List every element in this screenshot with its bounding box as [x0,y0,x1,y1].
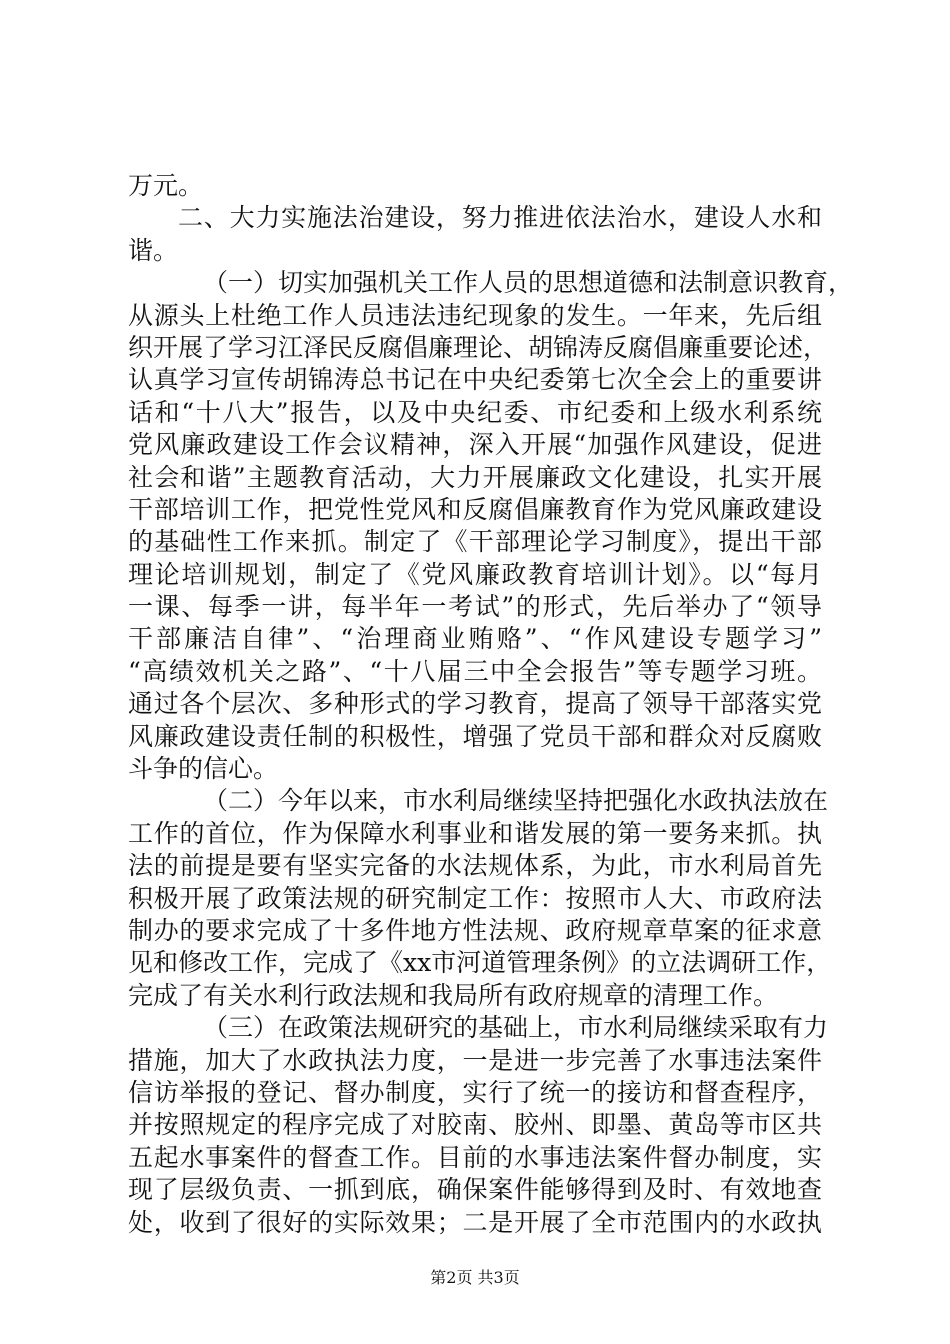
text-line: 法的前提是要有坚实完备的水法规体系，为此，市水利局首先 [128,851,822,881]
text-line: 风廉政建设责任制的积极性，增强了党员干部和群众对反腐败 [128,721,822,751]
text-line: 干部廉洁自律”、“治理商业贿赂”、“作风建设专题学习” [128,624,822,654]
text-line: 认真学习宣传胡锦涛总书记在中央纪委第七次全会上的重要讲 [128,365,822,395]
text-line: 工作的首位，作为保障水利事业和谐发展的第一要务来抓。执 [128,818,822,848]
text-line: 万元。 [128,171,204,200]
text-line: “高绩效机关之路”、“十八届三中全会报告”等专题学习班。 [128,656,822,686]
text-line: 通过各个层次、多种形式的学习教育，提高了领导干部落实党 [128,689,822,719]
text-line: 的基础性工作来抓。制定了《干部理论学习制度》，提出干部 [128,527,822,557]
text-line: 话和“十八大”报告，以及中央纪委、市纪委和上级水利系统 [128,397,822,427]
text-line: 斗争的信心。 [128,754,279,784]
text-line: 理论培训规划，制定了《党风廉政教育培训计划》。以“每月 [128,559,822,589]
text-line: 一课、每季一讲，每半年一考试”的形式，先后举办了“领导 [128,592,822,622]
page-number-footer: 第2页 共3页 [430,1268,520,1287]
text-line: 五起水事案件的督查工作。目前的水事违法案件督办制度，实 [128,1142,822,1172]
text-line: 社会和谐”主题教育活动，大力开展廉政文化建设，扎实开展 [128,462,822,492]
paragraph-start: （二）今年以来，市水利局继续坚持把强化水政执法放在 [203,786,829,816]
text-line: 见和修改工作，完成了《xx市河道管理条例》的立法调研工作， [128,948,832,978]
text-line: 积极开展了政策法规的研究制定工作：按照市人大、市政府法 [128,883,822,913]
document-body [128,170,854,1239]
text-line: 织开展了学习江泽民反腐倡廉理论、胡锦涛反腐倡廉重要论述， [128,332,829,362]
text-line: 现了层级负责、一抓到底，确保案件能够得到及时、有效地查 [128,1175,822,1205]
text-line: 完成了有关水利行政法规和我局所有政府规章的清理工作。 [128,980,779,1010]
text-line: 干部培训工作，把党性党风和反腐倡廉教育作为党风廉政建设 [128,494,822,524]
paragraph-start: （一）切实加强机关工作人员的思想道德和法制意识教育， [203,268,854,298]
paragraph-start: （三）在政策法规研究的基础上，市水利局继续采取有力 [203,1013,829,1043]
text-line: 从源头上杜绝工作人员违法违纪现象的发生。一年来，先后组 [128,300,822,330]
text-line: 党风廉政建设工作会议精神，深入开展“加强作风建设，促进 [128,430,822,460]
text-line: 制办的要求完成了十多件地方性法规、政府规章草案的征求意 [128,915,822,945]
text-line: 信访举报的登记、督办制度，实行了统一的接访和督查程序， [128,1077,822,1107]
text-line: 措施，加大了水政执法力度，一是进一步完善了水事违法案件 [128,1045,822,1075]
section-heading: 二、大力实施法治建设，努力推进依法治水，建设人水和 [178,203,822,233]
text-line: 处，收到了很好的实际效果；二是开展了全市范围内的水政执 [128,1207,822,1237]
text-line: 谐。 [128,235,179,265]
text-line: 并按照规定的程序完成了对胶南、胶州、即墨、黄岛等市区共 [128,1110,822,1140]
